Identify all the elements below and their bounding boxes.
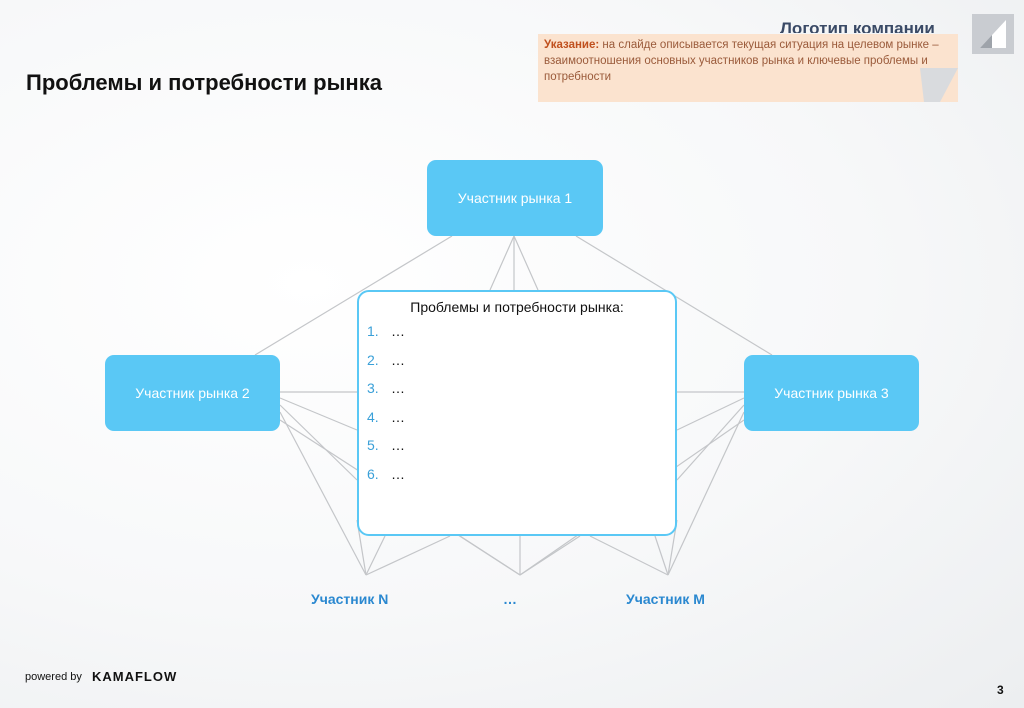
list-item (367, 437, 405, 466)
participant-2-box: Участник рынка 2 (105, 355, 280, 431)
problems-list (367, 323, 405, 495)
list-number: 2. (367, 351, 379, 368)
participant-3-box: Участник рынка 3 (744, 355, 919, 431)
list-number: 6. (367, 465, 379, 482)
powered-by-text: powered by (25, 671, 82, 683)
list-item (367, 466, 405, 495)
participant-m-label: Участник M (626, 591, 705, 607)
company-logo-text: Логотип компании (780, 19, 935, 33)
problems-panel (357, 290, 677, 536)
list-item (367, 409, 405, 438)
brand-logo: KAMAFLOW (92, 669, 178, 684)
panel-title: Проблемы и потребности рынка: (410, 299, 624, 315)
note-text: на слайде описывается текущая ситуация на целевом рынке – взаимоотношения основных участников рынка и ключевые проблемы и потребности (544, 39, 939, 83)
list-text: … (391, 351, 405, 368)
list-item (367, 323, 405, 352)
list-text: … (391, 408, 405, 425)
list-number: 5. (367, 437, 379, 454)
participant-n-label: Участник N (311, 591, 389, 607)
list-number: 4. (367, 408, 379, 425)
list-item (367, 352, 405, 381)
list-text: … (391, 323, 405, 339)
list-number: 3. (367, 380, 379, 397)
list-number: 1. (367, 323, 379, 339)
note-label: Указание: (544, 39, 600, 51)
list-text: … (391, 380, 405, 397)
page-title: Проблемы и потребности рынка (26, 70, 382, 95)
participant-1-box: Участник рынка 1 (427, 160, 603, 236)
list-item (367, 380, 405, 409)
page-number: 3 (997, 683, 1004, 697)
ellipsis-label: … (503, 591, 517, 607)
list-text: … (391, 437, 405, 454)
list-text: … (391, 465, 405, 482)
